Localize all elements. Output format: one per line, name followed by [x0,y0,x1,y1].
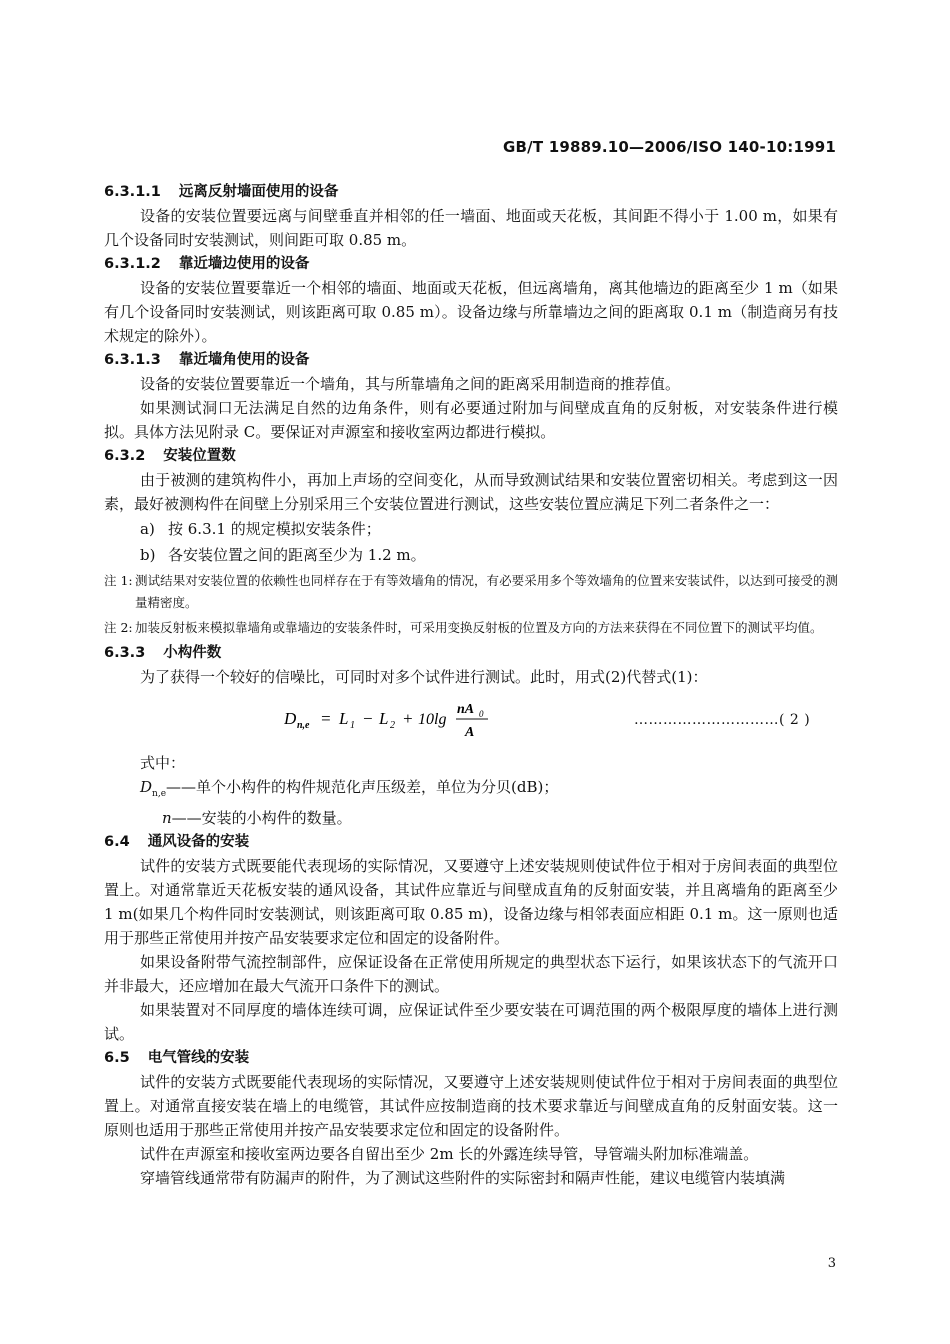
note-text: 加装反射板来模拟靠墙角或靠墙边的安装条件时，可采用变换反射板的位置及方向的方法来获得在不同位置下的测试平均值。 [135,620,823,635]
equation-subscript: 2 [390,720,395,731]
section-heading [104,830,838,854]
equation-numerator: nA [457,702,475,717]
equation-denominator: A [465,725,475,740]
section-title: 靠近墙边使用的设备 [178,256,310,272]
section-heading [104,252,838,276]
section-number: 6.4 [104,834,130,850]
definition [104,806,838,830]
definition-text: ——安装的小构件的数量。 [171,809,352,827]
note [104,570,838,614]
equation-symbol-L1: L [339,709,349,728]
equation-symbol-D: D [284,709,297,728]
definition-subscript: n,e [152,789,167,799]
section-title: 安装位置数 [163,448,236,464]
definition [104,775,838,806]
section-heading [104,180,838,204]
section-title: 通风设备的安装 [147,834,250,850]
list-item-label: b) [140,546,156,564]
definition-symbol: D [140,778,153,796]
section-number: 6.3.2 [104,448,146,464]
list-item-label: a) [140,520,155,538]
equation-label: ( 2 ) [779,712,811,728]
section-heading [104,1046,838,1070]
definition-text: ——单个小构件的构件规范化声压级差，单位为分贝(dB)； [166,778,559,796]
list-item-text: 按 6.3.1 的规定模拟安装条件； [168,520,381,538]
document-body [104,180,838,1190]
equation-equals: = [320,709,332,728]
leader-dots: ………………………… [634,712,779,728]
paragraph: 为了获得一个较好的信噪比，可同时对多个试件进行测试。此时，用式(2)代替式(1)： [140,668,708,686]
section-number: 6.3.1.3 [104,352,161,368]
list-item [104,543,838,567]
equation-log: 10lg [418,711,447,728]
paragraph: 如果测试洞口无法满足自然的边角条件，则有必要通过附加与间壁成直角的反射板，对安装条件进行模拟。具体方法见附录 C。要保证对声源室和接收室两边都进行模拟。 [104,399,838,441]
section-heading [104,444,838,468]
paragraph: 穿墙管线通常带有防漏声的附件，为了测试这些附件的实际密封和隔声性能，建议电缆管内装填满 [140,1169,786,1187]
paragraph: 试件在声源室和接收室两边要各自留出至少 2m 长的外露连续导管，导管端头附加标准端盖。 [140,1145,759,1163]
equation-subscript: 1 [350,720,355,731]
paragraph: 如果设备附带气流控制部件，应保证设备在正常使用所规定的典型状态下运行，如果该状态下的气流开口并非最大，还应增加在最大气流开口条件下的测试。 [104,953,838,995]
equation-number [634,708,810,732]
note [104,617,838,639]
where-label: 式中： [140,754,186,772]
equation-symbol-L2: L [379,709,389,728]
standard-header: GB/T 19889.10—2006/ISO 140-10:1991 [503,138,836,156]
paragraph: 由于被测的建筑构件小，再加上声场的空间变化，从而导致测试结果和安装位置密切相关。考虑到这一因素，最好被测构件在间壁上分别采用三个安装位置进行测试，这些安装位置应满足下列二者条件之一： [104,471,838,513]
note-label: 注 2: [104,620,133,635]
section-title: 小构件数 [163,645,222,661]
equation-plus: + [402,709,414,728]
paragraph: 设备的安装位置要远离与间壁垂直并相邻的任一墙面、地面或天花板，其间距不得小于 1.00 m，如果有几个设备同时安装测试，则间距可取 0.85 m。 [104,207,838,249]
note-text: 测试结果对安装位置的依赖性也同样存在于有等效墙角的情况，有必要采用多个等效墙角的位置来安装试件，以达到可接受的测量精密度。 [135,573,838,610]
definition-symbol: n [162,809,172,827]
paragraph: 设备的安装位置要靠近一个墙角，其与所靠墙角之间的距离采用制造商的推荐值。 [140,375,681,393]
list-item-text: 各安装位置之间的距离至少为 1.2 m。 [168,546,426,564]
section-heading [104,641,838,665]
note-label: 注 1: [104,573,133,588]
section-number: 6.3.1.1 [104,184,161,200]
equation-minus: − [362,709,374,728]
section-title: 电气管线的安装 [147,1050,250,1066]
section-title: 靠近墙角使用的设备 [178,352,310,368]
section-number: 6.3.3 [104,645,146,661]
paragraph: 试件的安装方式既要能代表现场的实际情况，又要遵守上述安装规则使试件位于相对于房间表面的典型位置上。对通常直接安装在墙上的电缆管，其试件应按制造商的技术要求靠近与间壁成直角的反射面安装。这一原则也适用于那些正常使用并按产品安装要求定位和固定的设备附件。 [104,1073,838,1139]
page-number: 3 [827,1256,836,1271]
paragraph: 试件的安装方式既要能代表现场的实际情况，又要遵守上述安装规则使试件位于相对于房间表面的典型位置上。对通常靠近天花板安装的通风设备，其试件应靠近与间壁成直角的反射面安装，并且离墙角的距离至少 1 m(如果几个构件同时安装测试，则该距离可取 0.85 m)，设备边缘与相邻表面应相距 0.1 m。这一原则也适用于那些正常使用并按产品安装要求定位和固定的设备附件。 [104,857,838,947]
equation-subscript: 0 [479,709,484,719]
paragraph: 如果装置对不同厚度的墙体连续可调，应保证试件至少要安装在可调范围的两个极限厚度的墙体上进行测试。 [104,1001,838,1043]
section-number: 6.3.1.2 [104,256,161,272]
equation-subscript: n,e [297,720,310,731]
equation [104,695,838,745]
list-item [104,517,838,541]
paragraph: 设备的安装位置要靠近一个相邻的墙面、地面或天花板，但远离墙角，离其他墙边的距离至少 1 m（如果有几个设备同时安装测试，则该距离可取 0.85 m）。设备边缘与所靠墙边之间的距离取 0.1 m（制造商另有技术规定的除外）。 [104,279,838,345]
section-number: 6.5 [104,1050,130,1066]
section-title: 远离反射墙面使用的设备 [178,184,339,200]
section-heading [104,348,838,372]
equation-formula [284,695,514,745]
